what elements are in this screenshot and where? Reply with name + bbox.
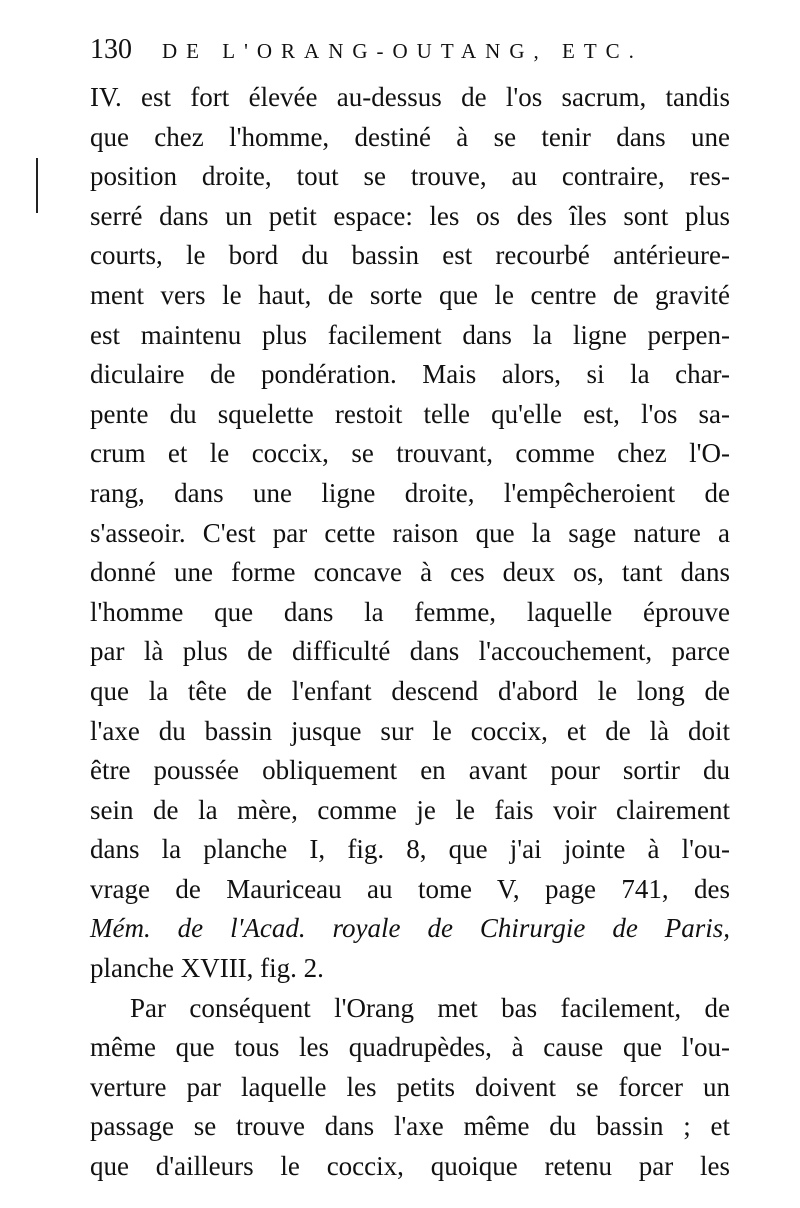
text-line: passage se trouve dans l'axe même du bassin ; et (90, 1111, 730, 1142)
text-line: verture par laquelle les petits doivent se forcer un (90, 1071, 730, 1102)
page-number: 130 (90, 34, 132, 65)
text-line: s'asseoir. C'est par cette raison que la sage nature a (90, 517, 730, 548)
text-line: être poussée obliquement en avant pour sortir du (90, 755, 730, 786)
text-line: sein de la mère, comme je le fais voir clairement (90, 794, 730, 825)
text-line: même que tous les quadrupèdes, à cause que l'ou- (90, 1032, 730, 1063)
text-line: serré dans un petit espace: les os des îles sont plus (90, 200, 730, 231)
text-line: que d'ailleurs le coccix, quoique retenu par les (90, 1151, 730, 1182)
margin-mark (36, 158, 38, 213)
text-line: courts, le bord du bassin est recourbé antérieure- (90, 240, 730, 271)
citation-line: Mém. de l'Acad. royale de Chirurgie de Paris, (90, 913, 730, 944)
text-line: IV. est fort élevée au-dessus de l'os sacrum, tandis (90, 82, 730, 112)
text-line: donné une forme concave à ces deux os, tant dans (90, 557, 730, 588)
text-line: pente du squelette restoit telle qu'elle est, l'os sa- (90, 398, 730, 429)
text-line-last: planche XVIII, fig. 2. (90, 953, 324, 984)
text-line: rang, dans une ligne droite, l'empêcheroient de (90, 477, 730, 508)
text-line: l'axe du bassin jusque sur le coccix, et de là doit (90, 715, 730, 746)
paragraph-start-line: Par conséquent l'Orang met bas facilement, de (130, 992, 730, 1023)
running-head: DE L'ORANG-OUTANG, ETC. (162, 39, 643, 63)
text-line: que chez l'homme, destiné à se tenir dans une (90, 121, 730, 152)
text-line: ment vers le haut, de sorte que le centre de gravité (90, 279, 730, 310)
page-header (90, 34, 730, 74)
text-line: par là plus de difficulté dans l'accouchement, parce (90, 636, 730, 667)
text-line: l'homme que dans la femme, laquelle éprouve (90, 596, 730, 627)
text-line: vrage de Mauriceau au tome V, page 741, des (90, 873, 730, 904)
body-text (90, 78, 730, 1187)
text-line: position droite, tout se trouve, au contraire, res- (90, 161, 730, 192)
text-line: que la tête de l'enfant descend d'abord le long de (90, 675, 730, 706)
text-line: crum et le coccix, se trouvant, comme chez l'O- (90, 438, 730, 469)
text-line: dans la planche I, fig. 8, que j'ai jointe à l'ou- (90, 834, 730, 865)
text-line: est maintenu plus facilement dans la ligne perpen- (90, 319, 730, 350)
text-line: diculaire de pondération. Mais alors, si la char- (90, 359, 730, 390)
